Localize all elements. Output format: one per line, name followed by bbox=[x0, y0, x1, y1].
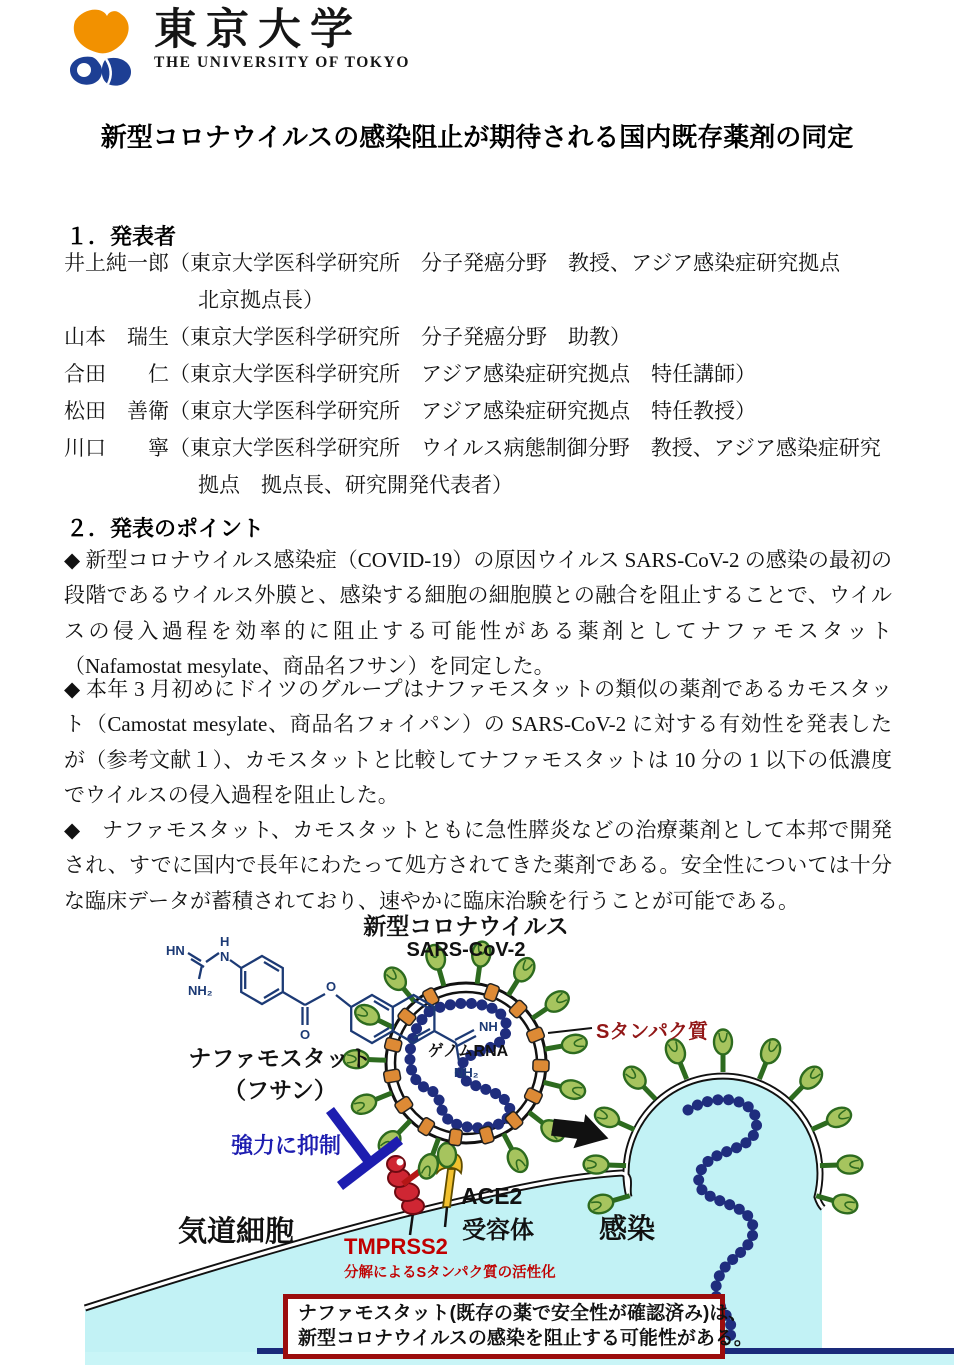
atom-label: NH bbox=[479, 1019, 498, 1034]
figure-virus-subtitle: SARS-CoV-2 bbox=[406, 939, 526, 961]
strong-inhibition-label: 強力に抑制 bbox=[231, 1133, 342, 1158]
page-title: 新型コロナウイルスの感染阻止が期待される国内既存薬剤の同定 bbox=[100, 122, 854, 152]
atom-label: H bbox=[220, 934, 230, 949]
caption-line: 新型コロナウイルスの感染を阻止する可能性がある。 bbox=[298, 1328, 753, 1349]
ginkgo-leaf-blue-2 bbox=[102, 58, 131, 86]
atom-label: NH₂ bbox=[454, 1065, 479, 1080]
presenter-line: 拠点 拠点長、研究開発代表者） bbox=[198, 473, 513, 497]
caption-line: ナファモスタット(既存の薬で安全性が確認済み)は、 bbox=[298, 1303, 748, 1324]
atom-label: N bbox=[220, 949, 230, 964]
tmprss2-sub-label: 分解によるSタンパク質の活性化 bbox=[344, 1265, 556, 1281]
presenter-line: 北京拠点長） bbox=[198, 288, 324, 312]
s-protein-label: Sタンパク質 bbox=[596, 1021, 708, 1043]
ginkgo-leaf-orange bbox=[74, 10, 129, 54]
org-name-en: THE UNIVERSITY OF TOKYO bbox=[154, 54, 411, 71]
figure-virus-title: 新型コロナウイルス bbox=[363, 913, 569, 939]
presenter-line: 松田 善衛（東京大学医科学研究所 アジア感染症研究拠点 特任教授） bbox=[64, 399, 757, 423]
nafamostat-label: ナファモスタット bbox=[188, 1045, 372, 1071]
atom-label: NH₂ bbox=[188, 983, 213, 998]
atom-label: HN bbox=[166, 943, 185, 958]
logo-ring bbox=[77, 63, 91, 77]
section1-heading: １．発表者 bbox=[66, 224, 177, 249]
tmprss2-label: TMPRSS2 bbox=[344, 1234, 448, 1259]
keypoint-paragraph: ◆ 新型コロナウイルス感染症（COVID-19）の原因ウイルス SARS-CoV-2 の感染の最初の段階であるウイルス外膜と、感染する細胞の細胞膜との融合を阻止することで、ウイルスの侵入過程を効率的に阻止する可能性がある薬剤としてナファモスタット（Nafamostat mesylate、商品名フサン）を同定した。 bbox=[64, 548, 892, 678]
presenter-line: 合田 仁（東京大学医科学研究所 アジア感染症研究拠点 特任講師） bbox=[64, 362, 757, 386]
presenter-line: 川口 寧（東京大学医科学研究所 ウイルス病態制御分野 教授、アジア感染症研究 bbox=[64, 436, 881, 460]
utokyo-logo bbox=[62, 6, 410, 88]
presenter-line: 井上純一郎（東京大学医科学研究所 分子発癌分野 教授、アジア感染症研究拠点 bbox=[64, 251, 841, 275]
infection-label: 感染 bbox=[599, 1213, 656, 1244]
utokyo-logo-icon bbox=[62, 6, 142, 88]
atom-label: O bbox=[300, 1027, 311, 1042]
airway-cell-label: 気道細胞 bbox=[178, 1216, 295, 1248]
section2-heading: ２．発表のポイント bbox=[66, 516, 265, 541]
org-name-jp: 東京大学 bbox=[154, 6, 362, 54]
figure-caption-box bbox=[283, 1294, 753, 1359]
keypoint-paragraph: ◆ ナファモスタット、カモスタットともに急性膵炎などの治療薬剤として本邦で開発され、すでに国内で長年にわたって処方されてきた薬剤である。安全性については十分な臨床データが蓄積されており、速やかに臨床治験を行うことが可能である。 bbox=[64, 818, 892, 913]
atom-label: O bbox=[326, 979, 337, 994]
presenter-line: 山本 瑞生（東京大学医科学研究所 分子発癌分野 助教） bbox=[64, 325, 631, 349]
ace2-label: ACE2 bbox=[461, 1183, 523, 1209]
fusan-label: （フサン） bbox=[223, 1077, 337, 1103]
spike-label-leader bbox=[548, 1028, 592, 1033]
keypoint-paragraph: ◆ 本年 3 月初めにドイツのグループはナファモスタットの類似の薬剤であるカモスタット（Camostat mesylate、商品名フォイパン）の SARS-CoV-2 に対する有効性を発表したが（参考文献１）、カモスタットと比較してナファモスタットは 10 分の 1 以下の低濃度でウイルスの侵入過程を阻止した。 bbox=[64, 677, 892, 807]
genome-rna-label: ゲノムRNA bbox=[427, 1043, 509, 1060]
receptor-label: 受容体 bbox=[462, 1217, 534, 1244]
